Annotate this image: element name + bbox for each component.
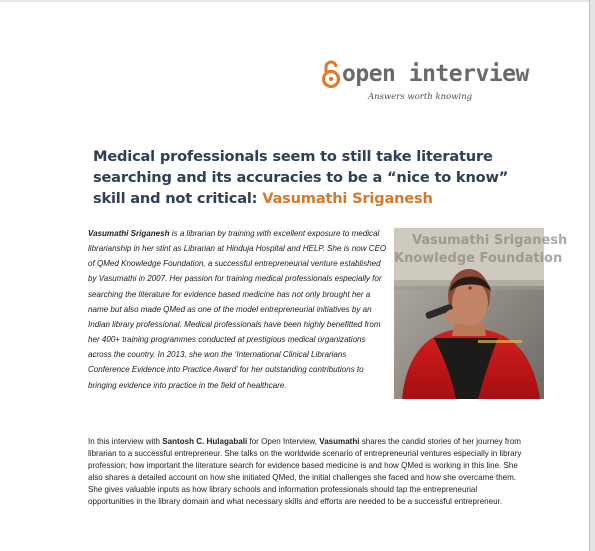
intro-interviewer-name: Santosh C. Hulagabali — [162, 437, 248, 446]
logo-tagline: Answers worth knowing — [368, 92, 473, 102]
page-right-edge — [589, 0, 595, 551]
subject-photo — [394, 228, 568, 399]
logo-wordmark: open interview — [342, 61, 529, 87]
intro-text: shares the candid stories of her journey from librarian to a successful entrepreneur. She talks on the worldwide scenario of entrepreneurial ventures especially in library profession; how important the literature search for evidence based medicine is and how QMed is working in this line. She also shares a detailed account on how she initiated QMed, the initial challenges she faced and how she overcame them. She gives valuable inputs as how library schools and information professionals should tap the entrepreneurial opportunities in the library domain and what necessary skills and efforts are needed to be a successful entrepreneur. — [88, 437, 522, 507]
bio-text: is a librarian by training with excellent exposure to medical librarianship in her stint as Librarian at Hinduja Hospital and HELP. She is now CEO of QMed Knowledge Foundation, a successful entrepreneurial venture established by Vasumathi in 2007. Her passion for training medical professionals especially for searching the literature for evidence based medicine has not only brought her a name but also made QMed as one of the model entrepreneurial initiatives by an Indian library professional. Medical professionals have been highly benefitted from her 400+ training programmes conducted at prestigious medical organizations across the country. In 2013, she won the ‘International Clinical Librarians Conference Evidence into Practice Award’ for her outstanding contributions to bringing evidence into practice in the field of healthcare. — [88, 229, 387, 390]
headline-text: Medical professionals seem to still take literature searching and its accuracies to be a “nice to know” skill and not critical: — [93, 148, 509, 207]
article-headline — [93, 146, 513, 209]
intro-mid: for Open Interview, — [249, 437, 318, 446]
bio-subject-name: Vasumathi Sriganesh — [88, 229, 170, 238]
interview-intro-paragraph — [88, 436, 522, 509]
intro-prefix: In this interview with — [88, 437, 161, 446]
page-top-edge — [0, 0, 595, 2]
open-access-lock-icon — [320, 59, 342, 89]
headline-subject-name: Vasumathi Sriganesh — [262, 190, 433, 207]
open-interview-logo — [320, 58, 530, 108]
subject-photo-image — [394, 228, 568, 399]
intro-subject-name: Vasumathi — [319, 437, 360, 446]
photo-backdrop-text: Vasumathi Sriganesh Knowledge Foundation — [394, 233, 568, 266]
subject-bio-paragraph — [88, 226, 388, 393]
